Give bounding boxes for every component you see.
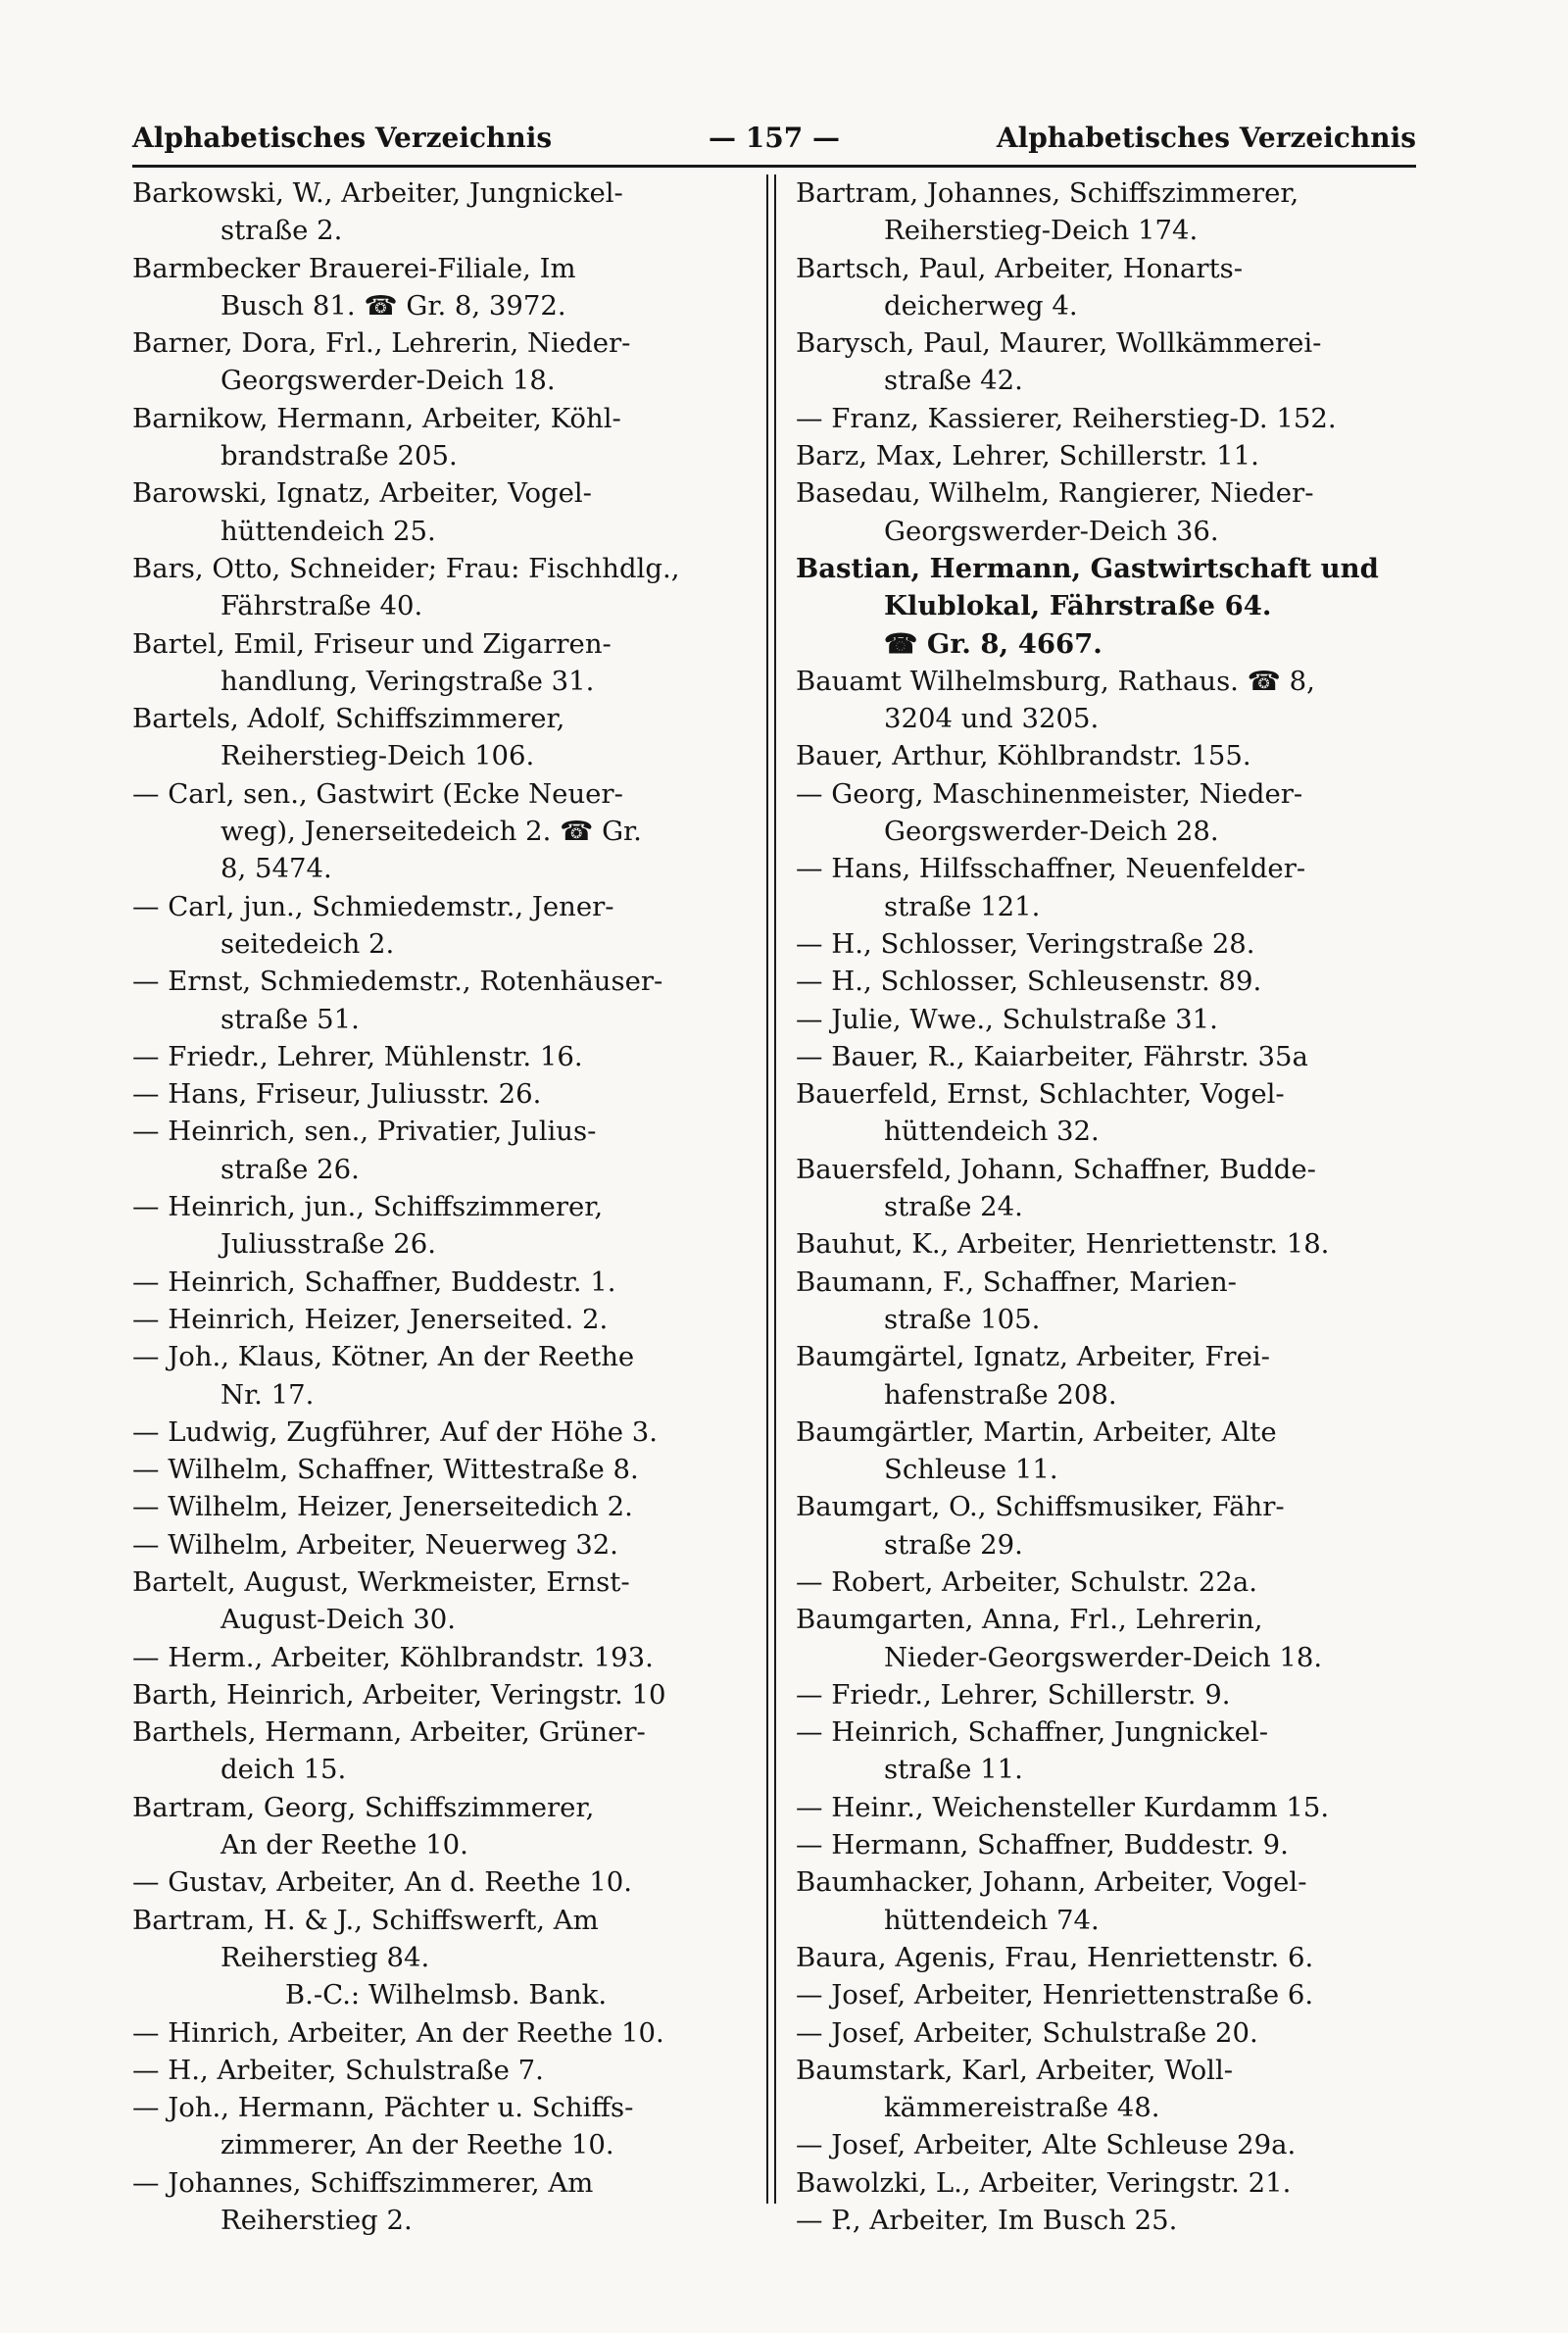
entry-line: kämmereistraße 48.	[884, 2092, 1160, 2124]
directory-entry	[132, 963, 760, 1038]
entry-line: — Friedr., Lehrer, Mühlenstr. 16.	[132, 1040, 583, 1072]
entry-line: straße 105.	[884, 1303, 1041, 1335]
entry-line: 3204 und 3205.	[884, 703, 1100, 735]
directory-entry	[796, 737, 1419, 774]
entry-line: — Georg, Maschinenmeister, Nieder-	[796, 777, 1303, 810]
entry-line: straße 51.	[220, 1003, 360, 1035]
entry-line: — P., Arbeiter, Im Busch 25.	[796, 2205, 1178, 2237]
directory-entry	[796, 1264, 1419, 1339]
entry-line: B.-C.: Wilhelmsb. Bank.	[284, 1979, 608, 2011]
entry-line: deich 15.	[220, 1754, 347, 1786]
directory-entry	[796, 400, 1419, 437]
header-left-title: Alphabetisches Verzeichnis	[132, 122, 553, 154]
entry-line: Bars, Otto, Schneider; Frau: Fischhdlg.,	[132, 552, 680, 584]
directory-entry	[132, 1188, 760, 1264]
entry-line: Barowski, Ignatz, Arbeiter, Vogel-	[132, 477, 592, 510]
directory-entry	[796, 2014, 1419, 2052]
entry-line: — Heinrich, jun., Schiffszimmerer,	[132, 1191, 604, 1223]
entry-line: — H., Schlosser, Schleusenstr. 89.	[796, 966, 1262, 998]
entry-line: — Carl, sen., Gastwirt (Ecke Neuer-	[132, 777, 623, 810]
directory-entry	[132, 1789, 760, 1864]
directory-entry	[132, 174, 760, 250]
entry-line: — Joh., Hermann, Pächter u. Schiffs-	[132, 2092, 634, 2124]
entry-line: Barz, Max, Lehrer, Schillerstr. 11.	[796, 440, 1259, 472]
directory-entry	[796, 1038, 1419, 1075]
entry-line: — Hans, Friseur, Juliusstr. 26.	[132, 1078, 542, 1111]
entry-line: Barnikow, Hermann, Arbeiter, Köhl-	[132, 402, 621, 434]
directory-entry	[796, 925, 1419, 963]
entry-line: hüttendeich 74.	[884, 1904, 1100, 1936]
running-header	[132, 116, 1416, 168]
entry-line: — Heinrich, Schaffner, Buddestr. 1.	[132, 1266, 616, 1298]
entry-line: hüttendeich 25.	[220, 515, 436, 547]
directory-entry	[796, 1601, 1419, 1676]
right-column	[796, 174, 1419, 2239]
entry-line: straße 29.	[884, 1528, 1023, 1561]
entry-line: — Heinrich, sen., Privatier, Julius-	[132, 1116, 597, 1148]
directory-entry	[796, 1075, 1419, 1151]
entry-line: Baura, Agenis, Frau, Henriettenstr. 6.	[796, 1941, 1314, 1973]
entry-line: — H., Arbeiter, Schulstraße 7.	[132, 2054, 544, 2086]
entry-line: Basedau, Wilhelm, Rangierer, Nieder-	[796, 477, 1314, 510]
column-divider	[774, 174, 776, 2204]
directory-entry	[796, 174, 1419, 250]
directory-entry	[132, 1264, 760, 1301]
directory-entry	[132, 250, 760, 325]
directory-entry	[796, 550, 1419, 663]
entry-line: Schleuse 11.	[884, 1454, 1058, 1486]
directory-entry	[796, 1488, 1419, 1564]
directory-entry	[132, 2014, 760, 2052]
entry-line: Bartel, Emil, Friseur und Zigarren-	[132, 627, 612, 660]
directory-entry	[132, 324, 760, 400]
entry-line: Georgswerder-Deich 18.	[220, 365, 556, 397]
directory-entry	[132, 2089, 760, 2164]
entry-line: Bartram, Johannes, Schiffszimmerer,	[796, 177, 1299, 209]
entry-line: Bartsch, Paul, Arbeiter, Honarts-	[796, 252, 1244, 284]
directory-entry	[796, 474, 1419, 550]
entry-line: Barmbecker Brauerei-Filiale, Im	[132, 252, 576, 284]
entry-line: Georgswerder-Deich 36.	[884, 515, 1219, 547]
entry-line: Bauerfeld, Ernst, Schlachter, Vogel-	[796, 1078, 1285, 1111]
directory-entry	[132, 1414, 760, 1451]
entry-line: — Wilhelm, Arbeiter, Neuerweg 32.	[132, 1528, 618, 1561]
directory-entry	[132, 1113, 760, 1188]
entry-line: Busch 81. ☎ Gr. 8, 3972.	[220, 289, 566, 322]
entry-line: Bauersfeld, Johann, Schaffner, Budde-	[796, 1153, 1316, 1185]
entry-line: Georgswerder-Deich 28.	[884, 816, 1219, 848]
directory-entry	[796, 2126, 1419, 2163]
entry-line: brandstraße 205.	[220, 440, 458, 472]
entry-line: straße 26.	[220, 1153, 360, 1185]
entry-line: Barkowski, W., Arbeiter, Jungnickel-	[132, 177, 623, 209]
entry-line: Baumhacker, Johann, Arbeiter, Vogel-	[796, 1866, 1307, 1899]
directory-entry	[796, 1826, 1419, 1863]
entry-line: Bauer, Arthur, Köhlbrandstr. 155.	[796, 740, 1251, 772]
directory-entry	[796, 1151, 1419, 1226]
entry-line: Bartram, Georg, Schiffszimmerer,	[132, 1791, 595, 1823]
page-number: — 157 —	[709, 122, 840, 154]
column-divider	[766, 174, 768, 2204]
entry-line: — Johannes, Schiffszimmerer, Am	[132, 2166, 594, 2199]
entry-line: — Hinrich, Arbeiter, An der Reethe 10.	[132, 2016, 664, 2049]
entry-line: — Robert, Arbeiter, Schulstr. 22a.	[796, 1565, 1258, 1598]
entry-line: — Joh., Klaus, Kötner, An der Reethe	[132, 1341, 635, 1373]
directory-entry	[796, 1939, 1419, 1976]
directory-entry	[132, 1301, 760, 1338]
directory-entry	[132, 1451, 760, 1488]
directory-entry	[796, 775, 1419, 851]
entry-line: Baumann, F., Schaffner, Marien-	[796, 1266, 1237, 1298]
entry-line: Baumgärtler, Martin, Arbeiter, Alte	[796, 1415, 1277, 1448]
entry-line: Reiherstieg-Deich 174.	[884, 215, 1199, 247]
entry-line: hüttendeich 32.	[884, 1116, 1100, 1148]
directory-entry	[132, 1038, 760, 1075]
entry-line: — Josef, Arbeiter, Henriettenstraße 6.	[796, 1979, 1314, 2011]
directory-entry	[796, 1225, 1419, 1263]
directory-entry	[132, 1902, 760, 2014]
directory-entry	[796, 2052, 1419, 2127]
directory-entry	[796, 1001, 1419, 1038]
directory-entry	[132, 625, 760, 701]
entry-line: straße 2.	[220, 215, 343, 247]
entry-line: — Josef, Arbeiter, Schulstraße 20.	[796, 2016, 1258, 2049]
directory-entry	[132, 1526, 760, 1564]
entry-line: Baumgarten, Anna, Frl., Lehrerin,	[796, 1604, 1263, 1636]
entry-line: Juliusstraße 26.	[220, 1228, 436, 1261]
entry-line: — Heinr., Weichensteller Kurdamm 15.	[796, 1791, 1330, 1823]
directory-entry	[132, 2052, 760, 2089]
directory-entry	[796, 2164, 1419, 2202]
entry-line: Bartram, H. & J., Schiffswerft, Am	[132, 1904, 599, 1936]
directory-entry	[132, 775, 760, 888]
entry-line: Reiherstieg 2.	[220, 2205, 413, 2237]
entry-line: Bastian, Hermann, Gastwirtschaft und	[796, 552, 1379, 584]
directory-entry	[796, 2202, 1419, 2239]
entry-line: Bartels, Adolf, Schiffszimmerer,	[132, 703, 565, 735]
entry-line: straße 11.	[884, 1754, 1023, 1786]
entry-line: — Wilhelm, Heizer, Jenerseitedich 2.	[132, 1491, 633, 1523]
entry-line: Baumgart, O., Schiffsmusiker, Fähr-	[796, 1491, 1285, 1523]
entry-line: — Franz, Kassierer, Reiherstieg-D. 152.	[796, 402, 1337, 434]
entry-line: Barth, Heinrich, Arbeiter, Veringstr. 10	[132, 1678, 666, 1711]
directory-entry	[796, 850, 1419, 925]
directory-entry	[796, 1976, 1419, 2013]
directory-entry	[132, 2164, 760, 2240]
directory-entry	[796, 1789, 1419, 1826]
entry-line: handlung, Veringstraße 31.	[220, 665, 595, 697]
entry-line: Barner, Dora, Frl., Lehrerin, Nieder-	[132, 327, 631, 360]
directory-entry	[132, 700, 760, 775]
directory-entry	[132, 1863, 760, 1901]
entry-line: — Ludwig, Zugführer, Auf der Höhe 3.	[132, 1415, 659, 1448]
entry-line: August-Deich 30.	[220, 1604, 457, 1636]
directory-entry	[132, 1713, 760, 1789]
entry-line: — H., Schlosser, Veringstraße 28.	[796, 927, 1255, 960]
directory-entry	[132, 550, 760, 625]
directory-entry	[132, 888, 760, 964]
entry-line: — Heinrich, Heizer, Jenerseited. 2.	[132, 1303, 609, 1335]
entry-line: Baumstark, Karl, Arbeiter, Woll-	[796, 2054, 1234, 2086]
entry-line: straße 24.	[884, 1191, 1023, 1223]
directory-entry	[796, 324, 1419, 400]
entry-line: straße 42.	[884, 365, 1023, 397]
directory-entry	[132, 1676, 760, 1713]
entry-line: deicherweg 4.	[884, 289, 1078, 322]
entry-line: — Heinrich, Schaffner, Jungnickel-	[796, 1716, 1269, 1749]
directory-entry	[796, 1564, 1419, 1601]
entry-line: An der Reethe 10.	[220, 1829, 468, 1861]
entry-line: — Julie, Wwe., Schulstraße 31.	[796, 1003, 1218, 1035]
entry-line: Nieder-Georgswerder-Deich 18.	[884, 1641, 1323, 1673]
entry-line: Bauamt Wilhelmsburg, Rathaus. ☎ 8,	[796, 665, 1315, 697]
directory-entry	[132, 1075, 760, 1113]
directory-entry	[796, 663, 1419, 738]
header-right-title: Alphabetisches Verzeichnis	[996, 122, 1416, 154]
entry-line: Reiherstieg 84.	[220, 1941, 430, 1973]
directory-entry	[796, 1414, 1419, 1489]
entry-line: — Carl, jun., Schmiedemstr., Jener-	[132, 890, 614, 922]
entry-line: Fährstraße 40.	[220, 590, 423, 622]
entry-line: straße 121.	[884, 890, 1041, 922]
entry-line: — Ernst, Schmiedemstr., Rotenhäuser-	[132, 966, 663, 998]
directory-entry	[132, 1338, 760, 1414]
entry-line: Bawolzki, L., Arbeiter, Veringstr. 21.	[796, 2166, 1292, 2199]
directory-entry	[796, 963, 1419, 1000]
directory-entry	[796, 1338, 1419, 1414]
entry-line: — Friedr., Lehrer, Schillerstr. 9.	[796, 1678, 1231, 1711]
entry-line: — Hermann, Schaffner, Buddestr. 9.	[796, 1829, 1289, 1861]
entry-line: — Hans, Hilfsschaffner, Neuenfelder-	[796, 853, 1306, 885]
entry-line: Bartelt, August, Werkmeister, Ernst-	[132, 1565, 630, 1598]
entry-line: Reiherstieg-Deich 106.	[220, 740, 535, 772]
entry-line: Nr. 17.	[220, 1378, 315, 1411]
entry-line: Barthels, Hermann, Arbeiter, Grüner-	[132, 1716, 646, 1749]
entry-line: Klublokal, Fährstraße 64.	[884, 590, 1272, 622]
directory-entry	[796, 437, 1419, 474]
entry-line: — Josef, Arbeiter, Alte Schleuse 29a.	[796, 2129, 1297, 2161]
directory-entry	[132, 400, 760, 475]
entry-line: Baumgärtel, Ignatz, Arbeiter, Frei-	[796, 1341, 1270, 1373]
entry-line: hafenstraße 208.	[884, 1378, 1117, 1411]
directory-entry	[796, 1863, 1419, 1939]
directory-entry	[132, 1488, 760, 1525]
entry-line: — Gustav, Arbeiter, An d. Reethe 10.	[132, 1866, 633, 1899]
entry-line: Barysch, Paul, Maurer, Wollkämmerei-	[796, 327, 1322, 360]
entry-line: — Bauer, R., Kaiarbeiter, Fährstr. 35a	[796, 1040, 1308, 1072]
entry-line: seitedeich 2.	[220, 927, 395, 960]
directory-entry	[132, 474, 760, 550]
directory-entry	[132, 1564, 760, 1639]
entry-line: Bauhut, K., Arbeiter, Henriettenstr. 18.	[796, 1228, 1330, 1261]
directory-entry	[796, 1713, 1419, 1789]
directory-entry	[796, 1676, 1419, 1713]
entry-line: — Wilhelm, Schaffner, Wittestraße 8.	[132, 1454, 639, 1486]
directory-entry	[132, 1639, 760, 1676]
entry-line: 8, 5474.	[220, 853, 332, 885]
entry-line: zimmerer, An der Reethe 10.	[220, 2129, 614, 2161]
left-column	[132, 174, 760, 2239]
entry-line: ☎ Gr. 8, 4667.	[884, 627, 1102, 660]
directory-entry	[796, 250, 1419, 325]
entry-line: weg), Jenerseitedeich 2. ☎ Gr.	[220, 816, 642, 848]
entry-line: — Herm., Arbeiter, Köhlbrandstr. 193.	[132, 1641, 654, 1673]
